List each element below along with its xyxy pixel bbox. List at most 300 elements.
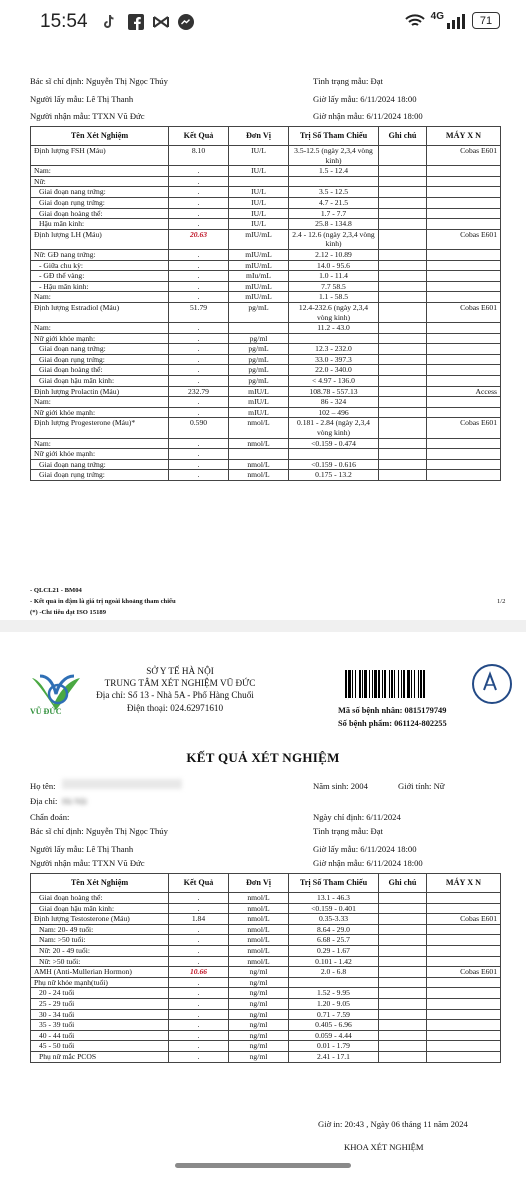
- cell-reference: 3.5 - 12.5: [289, 187, 379, 198]
- cell-result: .: [169, 397, 229, 408]
- wifi-icon: [405, 14, 425, 28]
- table-row: [31, 365, 501, 376]
- logo-text: VŨ ĐỨC: [30, 707, 62, 716]
- cell-unit: ng/ml: [229, 1020, 289, 1031]
- table-row: [31, 449, 501, 460]
- table-row: [31, 935, 501, 946]
- cell-unit: nmol/L: [229, 418, 289, 438]
- cell-unit: [229, 176, 289, 187]
- cell-test-name: - GĐ thể vàng:: [31, 271, 169, 282]
- cell-result: 8.10: [169, 146, 229, 166]
- cell-unit: nmol/L: [229, 903, 289, 914]
- cell-result: .: [169, 903, 229, 914]
- cell-result: .: [169, 281, 229, 292]
- cell-unit: ng/ml: [229, 998, 289, 1009]
- accreditation-seal: [472, 664, 512, 704]
- network-label: 4G: [430, 11, 444, 22]
- cell-unit: nmol/L: [229, 470, 289, 481]
- receive-time: Giờ nhận mẫu: 6/11/2024 18:00: [313, 111, 423, 121]
- cell-note: [379, 219, 427, 230]
- sample-id: Số bệnh phẩm: 061124-802255: [338, 719, 447, 728]
- cell-reference: 0.059 - 4.44: [289, 1030, 379, 1041]
- cell-note: [379, 281, 427, 292]
- cell-note: [379, 271, 427, 282]
- cell-note: [379, 376, 427, 387]
- cell-note: [379, 176, 427, 187]
- cell-unit: ng/ml: [229, 967, 289, 978]
- cell-result: .: [169, 956, 229, 967]
- cell-reference: <0.159 - 0.401: [289, 903, 379, 914]
- cell-test-name: Nữ:: [31, 176, 169, 187]
- cell-test-name: Giai đoạn nang trứng:: [31, 187, 169, 198]
- cell-note: [379, 386, 427, 397]
- cell-test-name: Nữ giới khỏe mạnh:: [31, 407, 169, 418]
- sample-status-2: Tình trạng mẫu: Đạt: [313, 826, 383, 836]
- cell-test-name: Giai đoạn rụng trứng:: [31, 354, 169, 365]
- cell-result: .: [169, 197, 229, 208]
- tiktok-icon: [100, 13, 118, 31]
- cell-note: [379, 323, 427, 334]
- cell-test-name: Định lượng Estradiol (Máu): [31, 302, 169, 322]
- header-note: Ghi chú: [379, 127, 427, 146]
- cell-unit: nmol/L: [229, 956, 289, 967]
- cell-note: [379, 945, 427, 956]
- cell-unit: pg/mL: [229, 302, 289, 322]
- cell-unit: pg/mL: [229, 365, 289, 376]
- cell-machine: Cobas E601: [427, 914, 501, 925]
- cell-result: .: [169, 260, 229, 271]
- header-test-name: Tên Xét Nghiệm: [31, 127, 169, 146]
- cell-reference: 1.0 - 11.4: [289, 271, 379, 282]
- cell-machine: Cobas E601: [427, 229, 501, 249]
- cell-unit: ng/ml: [229, 1051, 289, 1062]
- cell-note: [379, 333, 427, 344]
- status-time: 15:54: [40, 11, 88, 32]
- cell-reference: 2.4 - 12.6 (ngày 2,3,4 vòng kinh): [289, 229, 379, 249]
- cell-unit: nmol/L: [229, 945, 289, 956]
- cell-test-name: Nữ giới khỏe mạnh:: [31, 333, 169, 344]
- cell-unit: IU/L: [229, 166, 289, 177]
- cell-test-name: Phụ nữ khỏe mạnh(tuổi): [31, 977, 169, 988]
- cell-test-name: Nam: 20- 49 tuổi:: [31, 924, 169, 935]
- cell-unit: mIu/mL: [229, 271, 289, 282]
- cell-reference: 25.8 - 134.8: [289, 219, 379, 230]
- cell-machine: [427, 935, 501, 946]
- cell-machine: [427, 998, 501, 1009]
- cell-note: [379, 146, 427, 166]
- cell-result: .: [169, 249, 229, 260]
- cell-machine: [427, 924, 501, 935]
- table-row: [31, 260, 501, 271]
- address-redacted: Hà Nội: [62, 796, 88, 806]
- gender: Giới tính: Nữ: [398, 781, 445, 791]
- center-name: TRUNG TÂM XÉT NGHIỆM VŨ ĐỨC: [104, 678, 256, 688]
- cell-test-name: Nữ: GĐ nang trứng:: [31, 249, 169, 260]
- cell-machine: [427, 323, 501, 334]
- cell-test-name: 25 - 29 tuổi: [31, 998, 169, 1009]
- table-header: [31, 127, 501, 146]
- header-reference: Trị Số Tham Chiếu: [289, 874, 379, 893]
- cell-unit: mIU/mL: [229, 229, 289, 249]
- table-row: [31, 397, 501, 408]
- table-row: [31, 176, 501, 187]
- cell-machine: [427, 249, 501, 260]
- cell-note: [379, 249, 427, 260]
- doctor-info: Bác sĩ chỉ định: Nguyễn Thị Ngọc Thúy: [30, 76, 168, 86]
- cell-unit: nmol/L: [229, 914, 289, 925]
- cell-unit: nmol/L: [229, 935, 289, 946]
- cell-result: 51.79: [169, 302, 229, 322]
- cell-result: .: [169, 333, 229, 344]
- cell-note: [379, 418, 427, 438]
- battery-level: 71: [479, 14, 493, 27]
- messenger-icon: [177, 13, 195, 31]
- cell-machine: [427, 397, 501, 408]
- cell-unit: IU/L: [229, 187, 289, 198]
- cell-test-name: Giai đoạn hậu mãn kinh:: [31, 376, 169, 387]
- cell-note: [379, 208, 427, 219]
- cell-note: [379, 967, 427, 978]
- cell-unit: ng/ml: [229, 1009, 289, 1020]
- status-bar: [0, 0, 526, 46]
- table-row: [31, 924, 501, 935]
- cell-reference: [289, 449, 379, 460]
- address-label: Địa chỉ:: [30, 796, 58, 806]
- cell-machine: [427, 956, 501, 967]
- cell-reference: 8.64 - 29.0: [289, 924, 379, 935]
- table-row: [31, 418, 501, 438]
- cell-result: .: [169, 459, 229, 470]
- cell-reference: <0.159 - 0.474: [289, 438, 379, 449]
- cell-machine: Cobas E601: [427, 146, 501, 166]
- cell-reference: 33.0 - 397.3: [289, 354, 379, 365]
- table-row: [31, 407, 501, 418]
- cell-reference: [289, 977, 379, 988]
- cell-machine: [427, 1030, 501, 1041]
- cell-machine: [427, 219, 501, 230]
- cell-reference: 3.5-12.5 (ngày 2,3,4 vòng kinh): [289, 146, 379, 166]
- receive-time-2: Giờ nhận mẫu: 6/11/2024 18:00: [313, 858, 423, 868]
- cell-test-name: Giai đoạn rụng trứng:: [31, 197, 169, 208]
- cell-result: .: [169, 998, 229, 1009]
- collector-info-2: Người lấy mẫu: Lê Thị Thanh: [30, 844, 134, 854]
- table-header: [31, 874, 501, 893]
- cell-test-name: Giai đoạn nang trứng:: [31, 344, 169, 355]
- barcode-bar: [425, 670, 426, 698]
- table-row: [31, 914, 501, 925]
- cell-reference: 7.7 58.5: [289, 281, 379, 292]
- cell-unit: nmol/L: [229, 459, 289, 470]
- cell-reference: < 4.97 - 136.0: [289, 376, 379, 387]
- cell-result: .: [169, 187, 229, 198]
- cell-test-name: Giai đoạn hoàng thể:: [31, 893, 169, 904]
- table-row: [31, 166, 501, 177]
- table-row: [31, 146, 501, 166]
- facebook-icon: [127, 13, 145, 31]
- cell-unit: mIU/L: [229, 386, 289, 397]
- cell-machine: [427, 945, 501, 956]
- cell-result: 20.63: [169, 229, 229, 249]
- cell-test-name: 45 - 50 tuổi: [31, 1041, 169, 1052]
- cell-test-name: Nam:: [31, 323, 169, 334]
- cell-test-name: Phụ nữ mắc PCOS: [31, 1051, 169, 1062]
- cell-result: .: [169, 988, 229, 999]
- cell-result: .: [169, 893, 229, 904]
- cell-note: [379, 470, 427, 481]
- table-row: [31, 302, 501, 322]
- cell-reference: 1.52 - 9.95: [289, 988, 379, 999]
- cell-test-name: Định lượng Prolactin (Máu): [31, 386, 169, 397]
- table-row: [31, 333, 501, 344]
- table-row: [31, 229, 501, 249]
- cell-unit: mIU/mL: [229, 292, 289, 303]
- cell-note: [379, 1009, 427, 1020]
- patient-id: Mã số bệnh nhân: 0815179749: [338, 706, 447, 715]
- cell-note: [379, 187, 427, 198]
- cell-result: .: [169, 470, 229, 481]
- table-row: [31, 470, 501, 481]
- patient-name-label: Họ tên:: [30, 781, 56, 791]
- cell-machine: [427, 376, 501, 387]
- cell-unit: nmol/L: [229, 438, 289, 449]
- order-date: Ngày chỉ định: 6/11/2024: [313, 812, 401, 822]
- center-address: Địa chỉ: Số 13 - Nhà 5A - Phố Hàng Chuối: [96, 690, 254, 700]
- cell-reference: 2.12 - 10.89: [289, 249, 379, 260]
- cell-result: .: [169, 166, 229, 177]
- cell-machine: [427, 893, 501, 904]
- cell-unit: ng/ml: [229, 988, 289, 999]
- battery-icon: [472, 12, 500, 29]
- collect-time-2: Giờ lấy mẫu: 6/11/2024 18:00: [313, 844, 417, 854]
- cell-test-name: - Hậu mãn kinh:: [31, 281, 169, 292]
- cell-reference: 2.41 - 17.1: [289, 1051, 379, 1062]
- table-row: [31, 998, 501, 1009]
- capcut-icon: [152, 13, 170, 31]
- footnote-form: - QLCL21 - BM04: [30, 587, 82, 594]
- cell-test-name: Nam:: [31, 397, 169, 408]
- table-row: [31, 376, 501, 387]
- birth-year: Năm sinh: 2004: [313, 781, 368, 791]
- cell-unit: IU/L: [229, 219, 289, 230]
- cell-note: [379, 1041, 427, 1052]
- cell-test-name: - Giữa chu kỳ:: [31, 260, 169, 271]
- cell-result: 0.590: [169, 418, 229, 438]
- cell-test-name: Hậu mãn kinh:: [31, 219, 169, 230]
- cell-note: [379, 302, 427, 322]
- cell-machine: [427, 459, 501, 470]
- cell-machine: [427, 438, 501, 449]
- header-reference: Trị Số Tham Chiếu: [289, 127, 379, 146]
- table-row: [31, 1020, 501, 1031]
- table-row: [31, 1041, 501, 1052]
- results-table: [30, 126, 501, 481]
- cell-reference: 1.20 - 9.05: [289, 998, 379, 1009]
- patient-name-redacted: [62, 779, 182, 789]
- cell-result: .: [169, 945, 229, 956]
- table-row: [31, 197, 501, 208]
- cell-test-name: 35 - 39 tuổi: [31, 1020, 169, 1031]
- cell-result: .: [169, 935, 229, 946]
- cell-note: [379, 977, 427, 988]
- table-row: [31, 988, 501, 999]
- cell-note: [379, 229, 427, 249]
- sample-status: Tình trạng mẫu: Đạt: [313, 76, 383, 86]
- cell-note: [379, 397, 427, 408]
- table-row: [31, 967, 501, 978]
- cell-test-name: 30 - 34 tuổi: [31, 1009, 169, 1020]
- cell-result: .: [169, 1041, 229, 1052]
- cell-machine: [427, 449, 501, 460]
- cell-reference: 1.7 - 7.7: [289, 208, 379, 219]
- cell-note: [379, 988, 427, 999]
- table-row: [31, 945, 501, 956]
- cell-reference: 0.175 - 13.2: [289, 470, 379, 481]
- cell-machine: [427, 988, 501, 999]
- cell-note: [379, 344, 427, 355]
- collector-info: Người lấy mẫu: Lê Thị Thanh: [30, 94, 134, 104]
- cell-reference: 0.35-3.33: [289, 914, 379, 925]
- header-result: Kết Quả: [169, 127, 229, 146]
- cell-result: .: [169, 219, 229, 230]
- header-note: Ghi chú: [379, 874, 427, 893]
- cell-machine: [427, 977, 501, 988]
- cell-result: .: [169, 292, 229, 303]
- cell-result: .: [169, 323, 229, 334]
- table-row: [31, 903, 501, 914]
- cell-reference: 22.0 - 340.0: [289, 365, 379, 376]
- cell-machine: [427, 407, 501, 418]
- cell-machine: [427, 166, 501, 177]
- cell-machine: [427, 292, 501, 303]
- cell-note: [379, 914, 427, 925]
- cell-note: [379, 449, 427, 460]
- cell-result: 1.84: [169, 914, 229, 925]
- cell-reference: 12.4-232.6 (ngày 2,3,4 vòng kinh): [289, 302, 379, 322]
- cell-test-name: Nam:: [31, 292, 169, 303]
- cell-test-name: Nữ: 20 - 49 tuổi:: [31, 945, 169, 956]
- table-row: [31, 271, 501, 282]
- cell-machine: [427, 271, 501, 282]
- cell-unit: nmol/L: [229, 893, 289, 904]
- cell-unit: pg/ml: [229, 333, 289, 344]
- cell-note: [379, 365, 427, 376]
- cell-test-name: Nữ giới khỏe mạnh:: [31, 449, 169, 460]
- cell-result: .: [169, 1030, 229, 1041]
- cell-machine: [427, 365, 501, 376]
- cell-reference: 4.7 - 21.5: [289, 197, 379, 208]
- receiver-info: Người nhận mẫu: TTXN Vũ Đức: [30, 111, 145, 121]
- cell-unit: mIU/L: [229, 397, 289, 408]
- cell-reference: 0.71 - 7.59: [289, 1009, 379, 1020]
- table-row: [31, 344, 501, 355]
- cell-test-name: Định lượng Progesterone (Máu)*: [31, 418, 169, 438]
- cell-test-name: Giai đoạn nang trứng:: [31, 459, 169, 470]
- cell-reference: 14.0 - 95.6: [289, 260, 379, 271]
- cell-reference: <0.159 - 0.616: [289, 459, 379, 470]
- cell-result: .: [169, 1051, 229, 1062]
- cell-test-name: 40 - 44 tuổi: [31, 1030, 169, 1041]
- cell-result: .: [169, 365, 229, 376]
- cell-reference: 6.68 - 25.7: [289, 935, 379, 946]
- table-row: [31, 1009, 501, 1020]
- signature-title: KHOA XÉT NGHIỆM: [344, 1142, 424, 1152]
- signal-icon: [446, 13, 466, 29]
- cell-machine: Cobas E601: [427, 302, 501, 322]
- receiver-info-2: Người nhận mẫu: TTXN Vũ Đức: [30, 858, 145, 868]
- cell-unit: mIU/mL: [229, 249, 289, 260]
- cell-note: [379, 1020, 427, 1031]
- cell-unit: nmol/L: [229, 924, 289, 935]
- cell-test-name: 20 - 24 tuổi: [31, 988, 169, 999]
- cell-reference: 0.101 - 1.42: [289, 956, 379, 967]
- cell-test-name: Nam:: [31, 166, 169, 177]
- cell-reference: 0.01 - 1.79: [289, 1041, 379, 1052]
- cell-result: .: [169, 924, 229, 935]
- footnote-bold: - Kết quả in đậm là giá trị ngoài khoảng tham chiếu: [30, 598, 176, 605]
- table-row: [31, 187, 501, 198]
- cell-reference: 11.2 - 43.0: [289, 323, 379, 334]
- header-machine: MÁY X N: [427, 874, 501, 893]
- cell-note: [379, 893, 427, 904]
- cell-machine: [427, 187, 501, 198]
- cell-unit: IU/L: [229, 146, 289, 166]
- cell-machine: [427, 333, 501, 344]
- cell-note: [379, 197, 427, 208]
- cell-note: [379, 935, 427, 946]
- cell-reference: 108.78 - 557.13: [289, 386, 379, 397]
- cell-note: [379, 166, 427, 177]
- cell-test-name: Định lượng Testosterone (Máu): [31, 914, 169, 925]
- dept-name: SỞ Y TẾ HÀ NỘI: [146, 666, 214, 676]
- cell-result: .: [169, 1009, 229, 1020]
- cell-machine: [427, 1020, 501, 1031]
- cell-note: [379, 924, 427, 935]
- collect-time: Giờ lấy mẫu: 6/11/2024 18:00: [313, 94, 417, 104]
- cell-result: .: [169, 208, 229, 219]
- cell-note: [379, 292, 427, 303]
- cell-test-name: Định lượng LH (Máu): [31, 229, 169, 249]
- cell-result: 10.66: [169, 967, 229, 978]
- header-unit: Đơn Vị: [229, 127, 289, 146]
- cell-unit: mIU/mL: [229, 281, 289, 292]
- cell-note: [379, 903, 427, 914]
- table-row: [31, 1030, 501, 1041]
- cell-machine: [427, 1051, 501, 1062]
- cell-machine: [427, 354, 501, 365]
- cell-machine: [427, 344, 501, 355]
- cell-test-name: Nam:: [31, 438, 169, 449]
- cell-machine: [427, 260, 501, 271]
- home-indicator[interactable]: [175, 1163, 351, 1168]
- cell-result: .: [169, 449, 229, 460]
- cell-reference: 0.405 - 6.96: [289, 1020, 379, 1031]
- cell-reference: 102 – 496: [289, 407, 379, 418]
- table-row: [31, 438, 501, 449]
- cell-reference: 2.0 - 6.8: [289, 967, 379, 978]
- cell-result: .: [169, 354, 229, 365]
- cell-unit: IU/L: [229, 208, 289, 219]
- cell-note: [379, 354, 427, 365]
- table-row: [31, 354, 501, 365]
- cell-result: .: [169, 176, 229, 187]
- cell-unit: mIU/mL: [229, 260, 289, 271]
- cell-note: [379, 260, 427, 271]
- header-unit: Đơn Vị: [229, 874, 289, 893]
- header-result: Kết Quả: [169, 874, 229, 893]
- barcode: [345, 670, 465, 698]
- cell-machine: Cobas E601: [427, 418, 501, 438]
- cell-note: [379, 1051, 427, 1062]
